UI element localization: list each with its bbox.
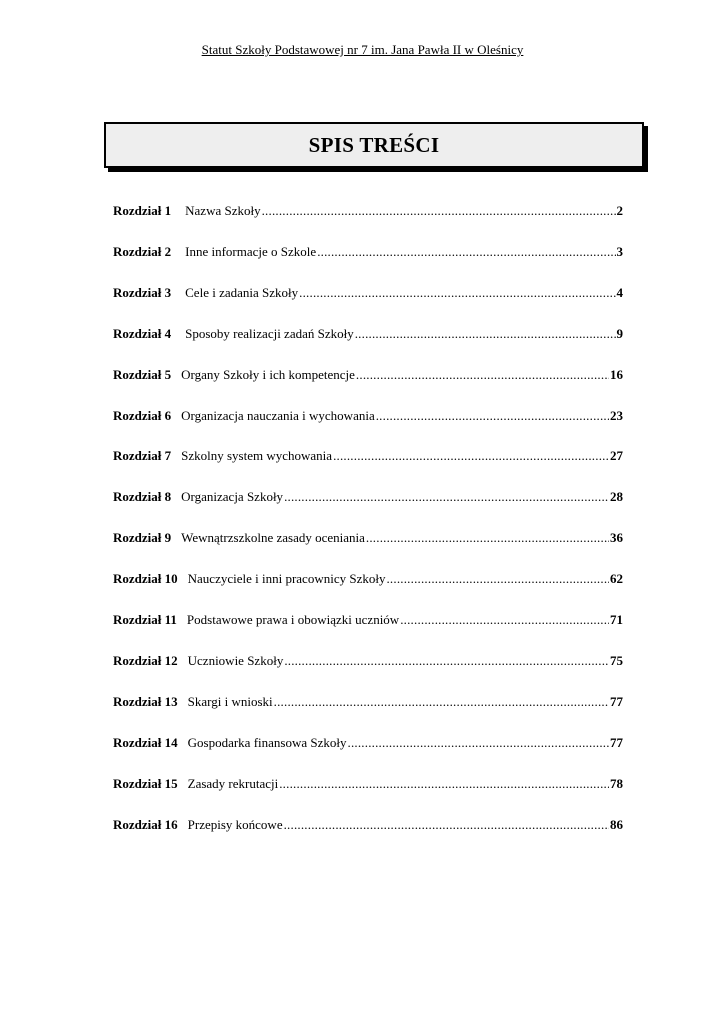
- dot-leader: [317, 244, 615, 260]
- toc-entry[interactable]: [113, 285, 623, 305]
- toc-entry[interactable]: [113, 326, 623, 346]
- chapter-label: Rozdział 4: [113, 325, 172, 341]
- toc-entry[interactable]: [113, 694, 623, 714]
- chapter-title: Wewnątrzszkolne zasady oceniania: [181, 530, 365, 546]
- chapter-title: Uczniowie Szkoły: [187, 652, 284, 668]
- toc-entry[interactable]: [113, 448, 623, 468]
- toc-entry[interactable]: [113, 203, 623, 223]
- page-number: 86: [610, 816, 623, 832]
- chapter-title: Cele i zadania Szkoły: [185, 284, 299, 300]
- toc-entry[interactable]: [113, 489, 623, 509]
- dot-leader: [386, 571, 609, 587]
- chapter-title: Podstawowe prawa i obowiązki uczniów: [186, 612, 400, 627]
- dot-leader: [274, 694, 609, 710]
- chapter-label: Rozdział 14: [113, 734, 178, 750]
- chapter-title: Organizacja Szkoły: [181, 489, 284, 505]
- chapter-title: Organizacja nauczania i wychowania: [181, 407, 375, 423]
- chapter-title: Zasady rekrutacji: [187, 775, 279, 791]
- chapter-label: Rozdział 12: [113, 652, 178, 668]
- page-number: 71: [610, 612, 623, 627]
- chapter-title: Skargi i wnioski: [187, 693, 273, 709]
- toc-entry[interactable]: [113, 776, 623, 796]
- toc-entry[interactable]: [113, 571, 623, 591]
- page-number: 75: [610, 652, 623, 668]
- page-number: 78: [610, 775, 623, 791]
- dot-leader: [279, 776, 609, 792]
- chapter-label: Rozdział 9: [113, 530, 172, 546]
- page-number: 77: [610, 734, 623, 750]
- chapter-label: Rozdział 16: [113, 816, 178, 832]
- toc-entry[interactable]: [113, 735, 623, 755]
- chapter-label: Rozdział 11: [113, 612, 177, 627]
- page-number: 77: [610, 693, 623, 709]
- page-number: 16: [610, 366, 623, 382]
- dot-leader: [262, 203, 616, 219]
- toc-entry[interactable]: [113, 367, 623, 387]
- chapter-label: Rozdział 15: [113, 775, 178, 791]
- chapter-label: Rozdział 10: [113, 571, 178, 587]
- dot-leader: [366, 530, 609, 546]
- toc-entry[interactable]: [113, 612, 623, 632]
- dot-leader: [284, 653, 609, 669]
- dot-leader: [355, 326, 616, 342]
- dot-leader: [284, 817, 609, 833]
- toc-entry[interactable]: [113, 408, 623, 428]
- page-number: 28: [610, 489, 623, 505]
- chapter-title: Gospodarka finansowa Szkoły: [187, 734, 347, 750]
- chapter-label: Rozdział 2: [113, 243, 172, 259]
- page-number: 36: [610, 530, 623, 546]
- toc-entry[interactable]: [113, 653, 623, 673]
- dot-leader: [400, 612, 609, 628]
- chapter-label: Rozdział 7: [113, 448, 172, 464]
- page-number: 23: [610, 407, 623, 423]
- chapter-title: Inne informacje o Szkole: [185, 243, 317, 259]
- page-number: 27: [610, 448, 623, 464]
- page-number: 3: [616, 243, 623, 259]
- chapter-title: Szkolny system wychowania: [181, 448, 333, 464]
- dot-leader: [348, 735, 610, 751]
- chapter-label: Rozdział 5: [113, 366, 172, 382]
- chapter-label: Rozdział 13: [113, 693, 178, 709]
- chapter-title: Sposoby realizacji zadań Szkoły: [185, 325, 354, 341]
- chapter-label: Rozdział 8: [113, 489, 172, 505]
- toc-entry[interactable]: [113, 817, 623, 837]
- document-header: Statut Szkoły Podstawowej nr 7 im. Jana Pawła II w Oleśnicy: [201, 42, 524, 57]
- toc-title: SPIS TREŚCI: [308, 132, 440, 157]
- chapter-title: Przepisy końcowe: [187, 816, 283, 832]
- dot-leader: [299, 285, 615, 301]
- page-number: 9: [616, 325, 623, 341]
- toc-title-box: [104, 122, 644, 168]
- chapter-label: Rozdział 3: [113, 284, 172, 300]
- chapter-title: Nauczyciele i inni pracownicy Szkoły: [187, 571, 386, 587]
- page-number: 62: [610, 571, 623, 587]
- dot-leader: [333, 448, 609, 464]
- chapter-title: Nazwa Szkoły: [185, 203, 261, 218]
- page-number: 2: [616, 203, 623, 218]
- dot-leader: [356, 367, 609, 383]
- page-number: 4: [616, 284, 623, 300]
- dot-leader: [284, 489, 609, 505]
- toc-entry[interactable]: [113, 244, 623, 264]
- chapter-label: Rozdział 1: [113, 203, 172, 218]
- dot-leader: [376, 408, 609, 424]
- chapter-title: Organy Szkoły i ich kompetencje: [181, 366, 355, 382]
- chapter-label: Rozdział 6: [113, 407, 172, 423]
- toc-entry[interactable]: [113, 530, 623, 550]
